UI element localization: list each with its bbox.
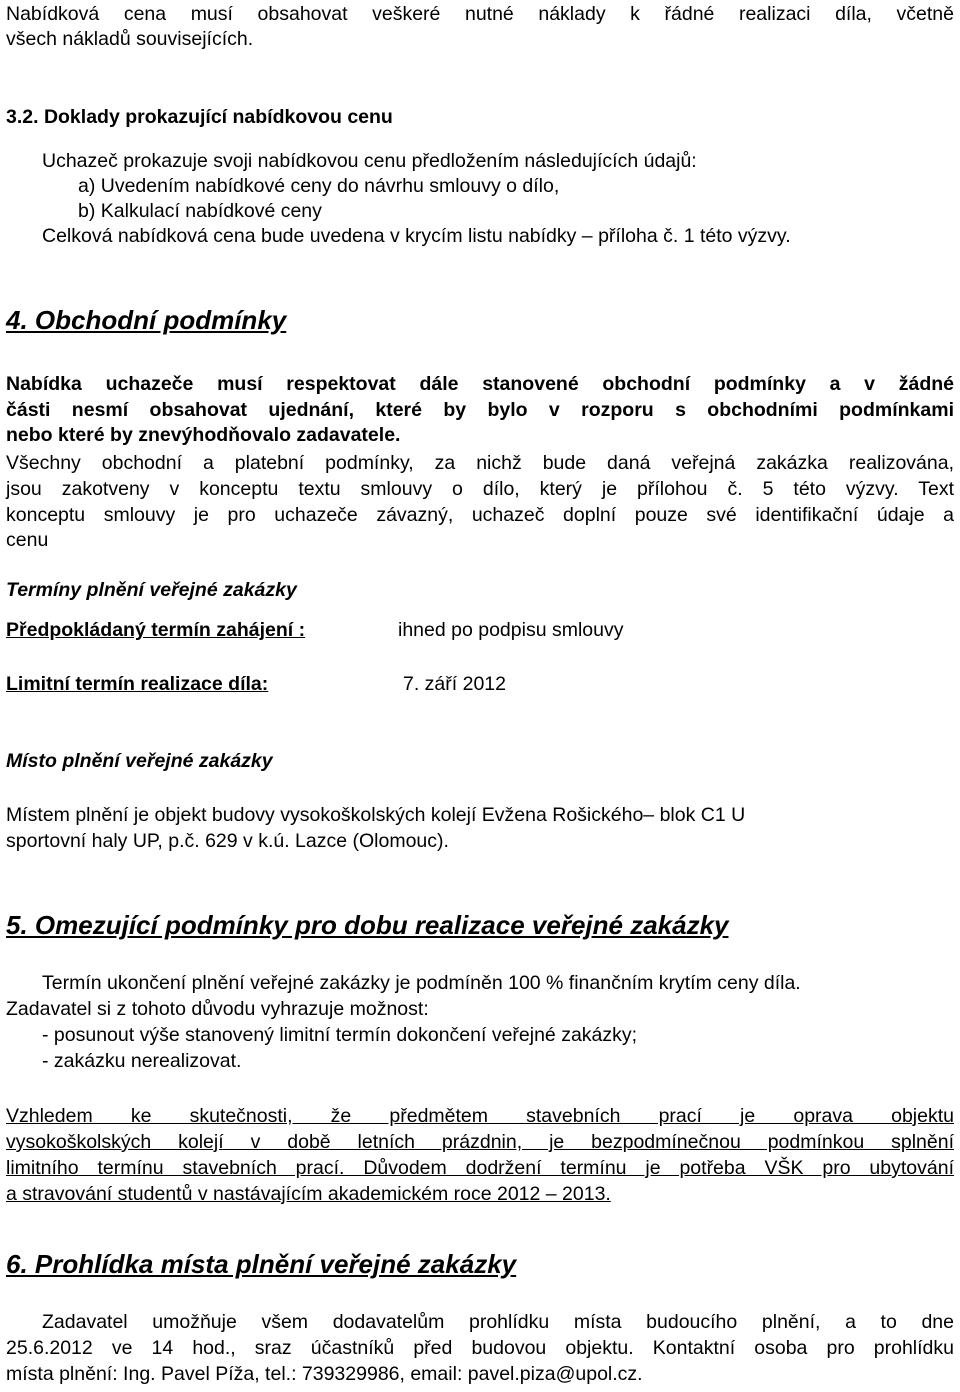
- place-line-1: Místem plnění je objekt budovy vysokoškolských kolejí Evžena Rošického– blok C1 U: [6, 804, 746, 826]
- underlined-line-3: limitního termínu stavebních prací. Důvodem dodržení termínu je potřeba VŠK pro ubytování: [6, 1157, 954, 1179]
- section-5-line-2: Zadavatel si z tohoto důvodu vyhrazuje možnost:: [6, 998, 429, 1020]
- intro-line-1: Nabídková cena musí obsahovat veškeré nutné náklady k řádné realizaci díla, včetně: [6, 3, 954, 25]
- section-6-line-2: 25.6.2012 ve 14 hod., sraz účastníků před budovou objektu. Kontaktní osoba pro prohlídku: [6, 1337, 954, 1359]
- terms-heading: Termíny plnění veřejné zakázky: [6, 579, 297, 601]
- section-5-heading: 5. Omezující podmínky pro dobu realizace veřejné zakázky: [6, 910, 729, 940]
- place-line-2: sportovní haly UP, p.č. 629 v k.ú. Lazce (Olomouc).: [6, 830, 449, 852]
- section-4-line-1: Všechny obchodní a platební podmínky, za nichž bude daná veřejná zakázka realizována,: [6, 452, 954, 474]
- start-term-value: ihned po podpisu smlouvy: [398, 619, 624, 641]
- place-heading: Místo plnění veřejné zakázky: [6, 750, 273, 772]
- start-term-label: Předpokládaný termín zahájení :: [6, 619, 306, 641]
- section-5-line-1: Termín ukončení plnění veřejné zakázky je podmíněn 100 % finančním krytím ceny díla.: [42, 972, 801, 994]
- intro-line-2: všech nákladů souvisejících.: [6, 28, 254, 50]
- section-4-heading: 4. Obchodní podmínky: [6, 305, 287, 335]
- section-4-line-3: konceptu smlouvy je pro uchazeče závazný, uchazeč doplní pouze své identifikační údaje a: [6, 504, 954, 526]
- section-6-line-1: Zadavatel umožňuje všem dodavatelům prohlídku místa budoucího plnění, a to dne: [42, 1311, 954, 1333]
- underlined-line-2: vysokoškolských kolejí v době letních prázdnin, je bezpodmínečnou podmínkou splnění: [6, 1131, 954, 1153]
- section-4-line-2: jsou zakotveny v konceptu textu smlouvy o dílo, který je přílohou č. 5 této výzvy. Text: [6, 478, 954, 500]
- list-item-b: b) Kalkulací nabídkové ceny: [78, 200, 322, 222]
- underlined-line-4: a stravování studentů v nastávajícím akademickém roce 2012 – 2013.: [6, 1183, 611, 1205]
- list-item-a: a) Uvedením nabídkové ceny do návrhu smlouvy o dílo,: [78, 175, 560, 197]
- section-4-bold-line-1: Nabídka uchazeče musí respektovat dále stanovené obchodní podmínky a v žádné: [6, 373, 954, 395]
- section-4-bold-line-2: části nesmí obsahovat ujednání, které by bylo v rozporu s obchodními podmínkami: [6, 399, 954, 421]
- section-3-2-heading: 3.2. Doklady prokazující nabídkovou cenu: [6, 106, 393, 128]
- section-3-2-intro: Uchazeč prokazuje svoji nabídkovou cenu předložením následujících údajů:: [42, 150, 697, 172]
- section-6-heading: 6. Prohlídka místa plnění veřejné zakázky: [6, 1249, 517, 1279]
- dash-item-2: - zakázku nerealizovat.: [42, 1050, 242, 1072]
- section-4-bold-line-3: nebo které by znevýhodňovalo zadavatele.: [6, 424, 401, 446]
- section-3-2-total-price: Celková nabídková cena bude uvedena v krycím listu nabídky – příloha č. 1 této výzvy.: [42, 225, 791, 247]
- limit-term-label: Limitní termín realizace díla:: [6, 673, 269, 695]
- section-4-line-4: cenu: [6, 529, 49, 551]
- limit-term-value: 7. září 2012: [403, 673, 506, 695]
- section-6-line-3: místa plnění: Ing. Pavel Píža, tel.: 739329986, email: pavel.piza@upol.cz.: [6, 1363, 643, 1385]
- underlined-line-1: Vzhledem ke skutečnosti, že předmětem stavebních prací je oprava objektu: [6, 1105, 954, 1127]
- dash-item-1: - posunout výše stanovený limitní termín dokončení veřejné zakázky;: [42, 1024, 638, 1046]
